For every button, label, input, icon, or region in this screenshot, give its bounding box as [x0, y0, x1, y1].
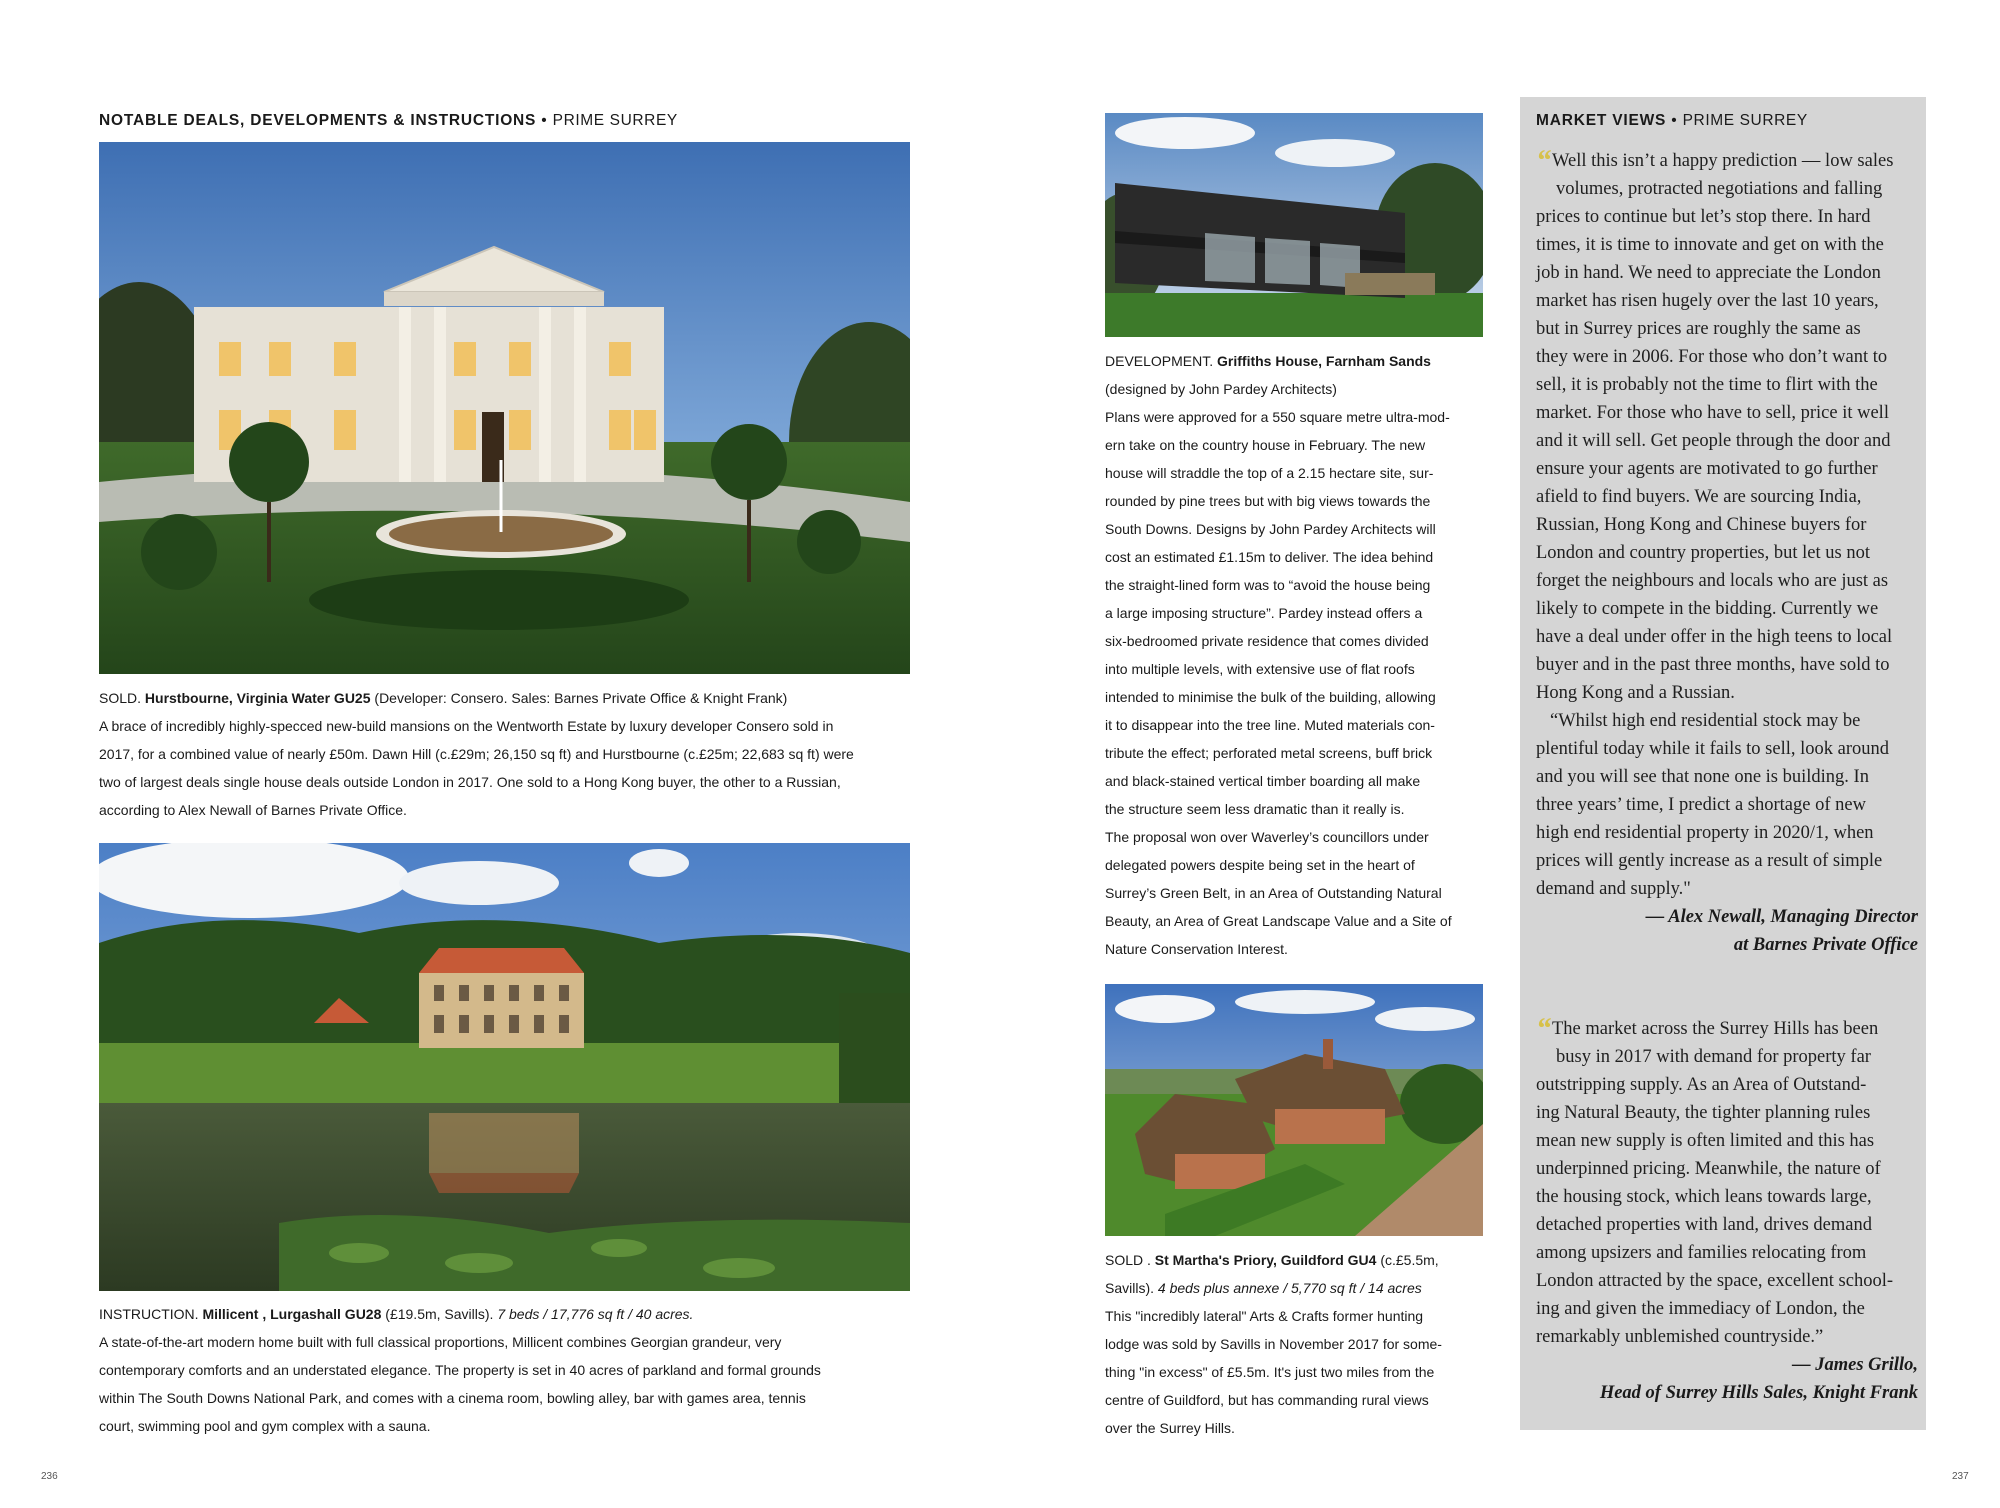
quote-line: and it will sell. Get people through the door and [1536, 431, 1891, 451]
attribution-line: — Alex Newall, Managing Director [1645, 907, 1918, 927]
quote-line: forget the neighbours and locals who are just as [1536, 571, 1889, 591]
text-line: into multiple levels, with extensive use of flat roofs [1105, 661, 1415, 677]
text-line: ern take on the country house in February. The new [1105, 437, 1426, 453]
text-line: rounded by pine trees but with big views towards the [1105, 493, 1431, 509]
property-name: Griffiths House, Farnham Sands [1217, 353, 1431, 369]
text-line: according to Alex Newall of Barnes Private Office. [99, 802, 407, 818]
property-meta: (Developer: Consero. Sales: Barnes Private Office & Knight Frank) [370, 690, 788, 706]
attribution-alex-newall [1536, 903, 1918, 959]
quote-line: ing and given the immediacy of London, the [1536, 1299, 1865, 1319]
left-header-sep: • [536, 112, 553, 129]
text-line: within The South Downs National Park, and comes with a cinema room, bowling alley, bar with games area, tennis [99, 1390, 806, 1406]
quote-line: prices to continue but let’s stop there. In hard [1536, 207, 1871, 227]
text-line: 2017, for a combined value of nearly £50m. Dawn Hill (c.£29m; 26,150 sq ft) and Hurstbourne (c.£25m; 22,683 sq ft) were [99, 746, 854, 762]
page-number-left: 236 [41, 1471, 58, 1482]
text-line: thing "in excess" of £5.5m. It's just two miles from the [1105, 1364, 1435, 1380]
quote-line: prices will gently increase as a result of simple [1536, 851, 1883, 871]
market-views-header-light: PRIME SURREY [1682, 112, 1808, 129]
quote-line: demand and supply." [1536, 879, 1691, 899]
text-line: delegated powers despite being set in the heart of [1105, 857, 1415, 873]
text-line: The proposal won over Waverley’s councillors under [1105, 829, 1429, 845]
property-specs: 4 beds plus annexe / 5,770 sq ft / 14 acres [1157, 1280, 1422, 1296]
market-views-header [1536, 112, 1808, 130]
caption-griffiths-house [1105, 347, 1505, 963]
quote-line: Russian, Hong Kong and Chinese buyers for [1536, 515, 1867, 535]
market-views-panel [1520, 97, 1926, 1430]
quote-line: three years’ time, I predict a shortage of new [1536, 795, 1866, 815]
text-line: over the Surrey Hills. [1105, 1420, 1235, 1436]
left-header-bold: NOTABLE DEALS, DEVELOPMENTS & INSTRUCTIONS [99, 112, 537, 129]
quote-line: market. For those who have to sell, price it well [1536, 403, 1889, 423]
property-name: St Martha's Priory, Guildford GU4 [1154, 1252, 1377, 1268]
caption-hurstbourne [99, 684, 929, 824]
left-section-header [99, 112, 678, 130]
text-line: Surrey’s Green Belt, in an Area of Outstanding Natural [1105, 885, 1442, 901]
quote-line: busy in 2017 with demand for property far [1556, 1047, 1871, 1067]
left-header-light: PRIME SURREY [552, 112, 678, 129]
caption-hurstbourne-title [99, 684, 929, 712]
text-line: contemporary comforts and an understated elegance. The property is set in 40 acres of parkland and formal grounds [99, 1362, 821, 1378]
attribution-line: — James Grillo, [1792, 1355, 1918, 1375]
caption-millicent [99, 1300, 929, 1440]
text-line: the straight-lined form was to “avoid the house being [1105, 577, 1431, 593]
quote-line: market has risen hugely over the last 10 years, [1536, 291, 1879, 311]
text-line: the structure seem less dramatic than it really is. [1105, 801, 1405, 817]
quote-line: afield to find buyers. We are sourcing India, [1536, 487, 1862, 507]
quote-line: ensure your agents are motivated to go further [1536, 459, 1878, 479]
agent-label: Savills). [1105, 1280, 1158, 1296]
text-line: South Downs. Designs by John Pardey Architects will [1105, 521, 1436, 537]
quote-line: “Whilst high end residential stock may be [1550, 711, 1861, 731]
photo-millicent-lake [99, 843, 910, 1291]
quote-line: but in Surrey prices are roughly the same as [1536, 319, 1861, 339]
quote-line: Hong Kong and a Russian. [1536, 683, 1735, 703]
quote-line: outstripping supply. As an Area of Outstand- [1536, 1075, 1867, 1095]
quote-text: Well this isn’t a happy prediction — low sales [1552, 151, 1894, 171]
quote-line: London and country properties, but let us not [1536, 543, 1870, 563]
text-line: Nature Conservation Interest. [1105, 941, 1288, 957]
property-meta: (£19.5m, Savills). [381, 1306, 498, 1322]
quote-line: the housing stock, which leans towards large, [1536, 1187, 1872, 1207]
text-line: lodge was sold by Savills in November 2017 for some- [1105, 1336, 1442, 1352]
quote-james-grillo [1536, 1012, 1918, 1407]
photo-griffiths-house [1105, 113, 1483, 337]
quote-line: have a deal under offer in the high teens to local [1536, 627, 1893, 647]
status-label: DEVELOPMENT. [1105, 353, 1218, 369]
caption-griffiths-title [1105, 347, 1505, 375]
caption-millicent-title [99, 1300, 929, 1328]
text-line: six-bedroomed private residence that comes divided [1105, 633, 1429, 649]
quote-line: high end residential property in 2020/1, when [1536, 823, 1874, 843]
status-label: INSTRUCTION. [99, 1306, 203, 1322]
attribution-james-grillo [1536, 1351, 1918, 1407]
market-views-header-sep: • [1666, 112, 1683, 129]
quote-line: volumes, protracted negotiations and falling [1556, 179, 1883, 199]
property-name: Hurstbourne, Virginia Water GU25 [144, 690, 371, 706]
page-number-right: 237 [1952, 1471, 1969, 1482]
text-line: court, swimming pool and gym complex with a sauna. [99, 1418, 431, 1434]
text-line: it to disappear into the tree line. Muted materials con- [1105, 717, 1435, 733]
text-line: two of largest deals single house deals outside London in 2017. One sold to a Hong Kong buyer, the other to a Russian, [99, 774, 841, 790]
quote-text: The market across the Surrey Hills has been [1552, 1019, 1879, 1039]
quote-line: among upsizers and families relocating from [1536, 1243, 1867, 1263]
quote-line: and you will see that none one is building. In [1536, 767, 1869, 787]
quote-line: they were in 2006. For those who don’t want to [1536, 347, 1888, 367]
caption-st-marthas-priory [1105, 1246, 1505, 1442]
quote-line: mean new supply is often limited and this has [1536, 1131, 1875, 1151]
text-line: A state-of-the-art modern home built with full classical proportions, Millicent combines Georgian grandeur, very [99, 1334, 782, 1350]
market-views-header-bold: MARKET VIEWS [1536, 112, 1667, 129]
status-label: SOLD. [99, 690, 145, 706]
status-label: SOLD . [1105, 1252, 1155, 1268]
quote-line: remarkably unblemished countryside.” [1536, 1327, 1824, 1347]
property-specs: 7 beds / 17,776 sq ft / 40 acres. [497, 1306, 694, 1322]
text-line: house will straddle the top of a 2.15 hectare site, sur- [1105, 465, 1434, 481]
quote-line: London attracted by the space, excellent school- [1536, 1271, 1894, 1291]
attribution-line: Head of Surrey Hills Sales, Knight Frank [1599, 1383, 1918, 1403]
text-line: centre of Guildford, but has commanding rural views [1105, 1392, 1429, 1408]
text-line: (designed by John Pardey Architects) [1105, 381, 1337, 397]
caption-st-marthas-specs [1105, 1274, 1505, 1302]
property-name: Millicent , Lurgashall GU28 [202, 1306, 382, 1322]
caption-st-marthas-title [1105, 1246, 1505, 1274]
quote-mark-icon: “ [1536, 1012, 1551, 1045]
text-line: and black-stained vertical timber boarding all make [1105, 773, 1421, 789]
quote-mark-icon: “ [1536, 144, 1551, 177]
quote-line: buyer and in the past three months, have sold to [1536, 655, 1890, 675]
quote-line: underpinned pricing. Meanwhile, the nature of [1536, 1159, 1881, 1179]
photo-st-marthas-priory [1105, 984, 1483, 1236]
property-meta: (c.£5.5m, [1376, 1252, 1439, 1268]
text-line: intended to minimise the bulk of the building, allowing [1105, 689, 1436, 705]
attribution-line: at Barnes Private Office [1733, 935, 1918, 955]
quote-line: ing Natural Beauty, the tighter planning rules [1536, 1103, 1871, 1123]
text-line: a large imposing structure”. Pardey instead offers a [1105, 605, 1423, 621]
text-line: Beauty, an Area of Great Landscape Value and a Site of [1105, 913, 1452, 929]
quote-line: detached properties with land, drives demand [1536, 1215, 1872, 1235]
quote-alex-newall [1536, 144, 1918, 959]
text-line: tribute the effect; perforated metal screens, buff brick [1105, 745, 1433, 761]
quote-line: job in hand. We need to appreciate the London [1536, 263, 1881, 283]
quote-line: sell, it is probably not the time to flirt with the [1536, 375, 1878, 395]
text-line: This "incredibly lateral" Arts & Crafts former hunting [1105, 1308, 1424, 1324]
text-line: Plans were approved for a 550 square metre ultra-mod- [1105, 409, 1450, 425]
photo-hurstbourne-mansion [99, 142, 910, 674]
quote-line: plentiful today while it fails to sell, look around [1536, 739, 1889, 759]
text-line: cost an estimated £1.15m to deliver. The idea behind [1105, 549, 1434, 565]
quote-line [1536, 144, 1918, 177]
text-line: A brace of incredibly highly-specced new-build mansions on the Wentworth Estate by luxury developer Consero sold in [99, 718, 834, 734]
quote-line: likely to compete in the bidding. Currently we [1536, 599, 1879, 619]
quote-line: times, it is time to innovate and get on with the [1536, 235, 1884, 255]
quote-line [1536, 1012, 1918, 1045]
